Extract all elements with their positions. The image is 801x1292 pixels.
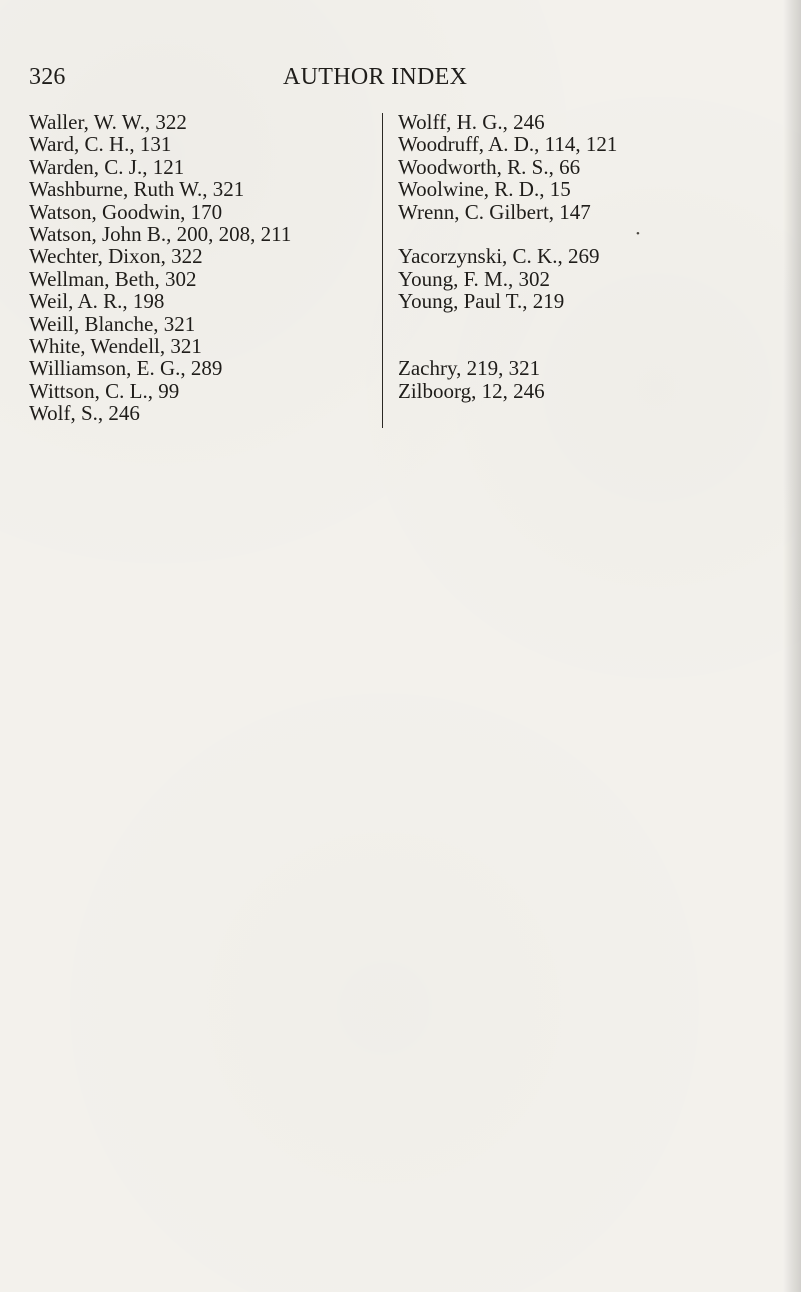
index-entry-wellman: Wellman, Beth, 302 [29,266,197,291]
index-entry-zilboorg: Zilboorg, 12, 246 [398,378,545,403]
index-entry-wolff: Wolff, H. G., 246 [398,110,545,134]
left-index-column [29,111,369,424]
index-entry-woodworth: Woodworth, R. S., 66 [398,154,581,179]
index-entry-williamson: Williamson, E. G., 289 [29,356,223,381]
index-entry-waller: Waller, W. W., 322 [29,110,187,134]
index-entry-ward: Ward, C. H., 131 [29,132,172,157]
column-divider [382,113,383,428]
index-entry-washburne: Washburne, Ruth W., 321 [29,177,245,202]
index-entry-weil: Weil, A. R., 198 [29,289,165,314]
index-entry-young-f: Young, F. M., 302 [398,266,550,291]
index-entry-wittson: Wittson, C. L., 99 [29,378,180,403]
index-entry-watson-john: Watson, John B., 200, 208, 211 [29,221,292,246]
section-gap [398,313,738,335]
section-separator-mark: • [636,227,640,240]
index-entry-watson-goodwin: Watson, Goodwin, 170 [29,199,223,224]
index-entry-yacorzynski: Yacorzynski, C. K., 269 [398,244,600,269]
index-entry-woodruff: Woodruff, A. D., 114, 121 [398,132,618,157]
index-entry-wolf: Wolf, S., 246 [29,401,140,426]
index-entry-wechter: Wechter, Dixon, 322 [29,244,203,269]
right-index-column [398,111,738,402]
index-entry-young-paul: Young, Paul T., 219 [398,289,565,314]
index-entry-woolwine: Woolwine, R. D., 15 [398,177,571,202]
page-title: AUTHOR INDEX [283,64,468,90]
index-entry-wrenn: Wrenn, C. Gilbert, 147 [398,199,591,224]
page-edge-shadow [783,0,801,1292]
section-gap [398,335,738,357]
index-entry-weill: Weill, Blanche, 321 [29,311,196,336]
index-entry-zachry: Zachry, 219, 321 [398,356,541,381]
index-entry-warden: Warden, C. J., 121 [29,154,185,179]
page-number: 326 [29,64,66,90]
index-entry-white: White, Wendell, 321 [29,333,202,358]
